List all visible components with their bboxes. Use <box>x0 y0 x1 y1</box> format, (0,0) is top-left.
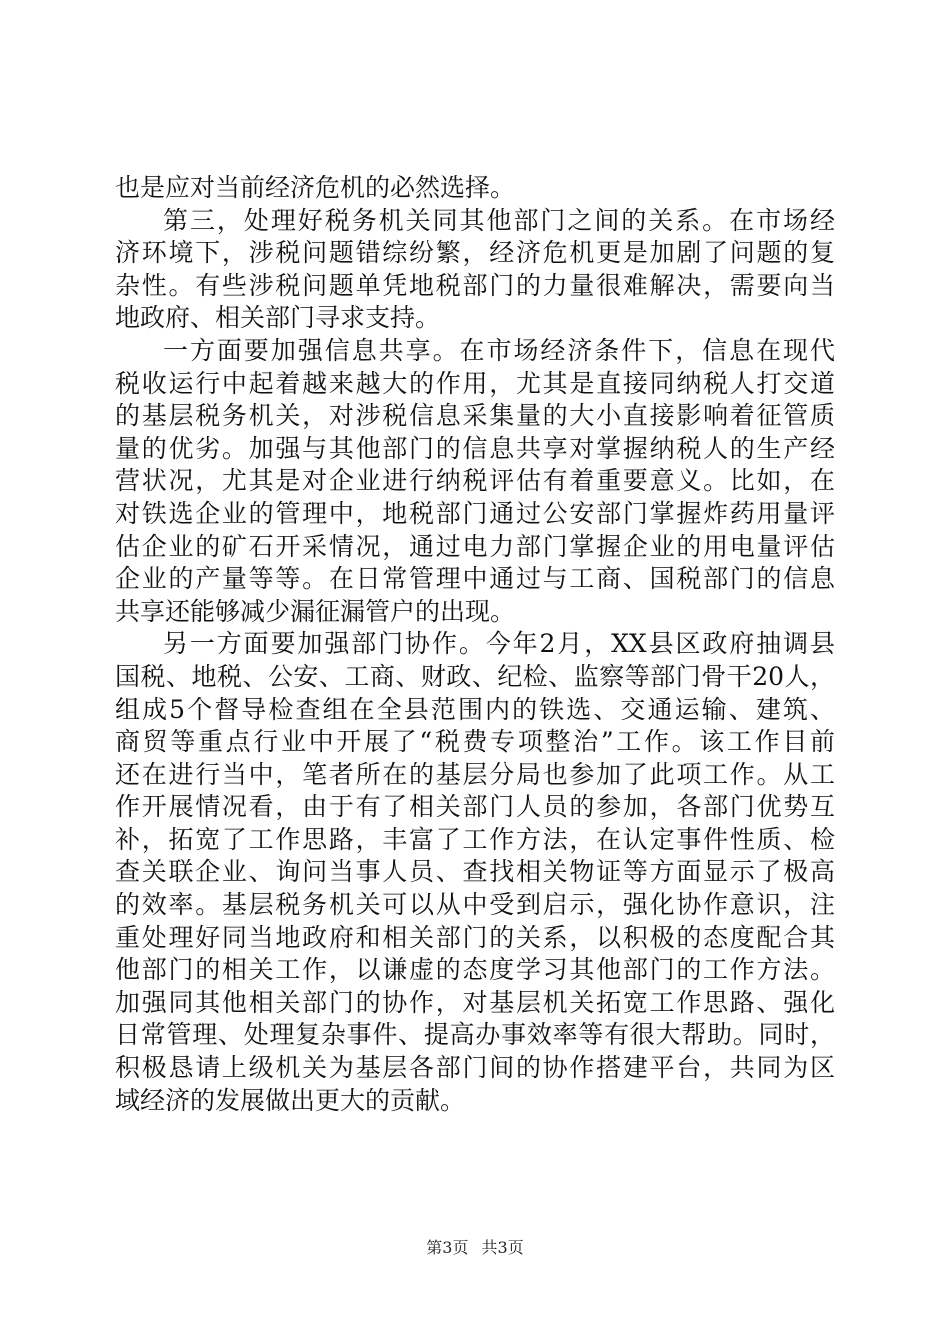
text-line: 的效率。基层税务机关可以从中受到启示，强化协作意识，注 <box>115 890 835 920</box>
text-line: 补，拓宽了工作思路，丰富了工作方法，在认定事件性质、检 <box>115 824 835 854</box>
text-line: 日常管理、处理复杂事件、提高办事效率等有很大帮助。同时， <box>115 1020 835 1050</box>
text-line: 查关联企业、询问当事人员、查找相关物证等方面显示了极高 <box>115 857 835 887</box>
page-footer <box>0 1237 950 1259</box>
text-line: 一方面要加强信息共享。在市场经济条件下，信息在现代 <box>163 335 835 365</box>
body-text <box>115 172 835 1117</box>
text-line: 营状况，尤其是对企业进行纳税评估有着重要意义。比如，在 <box>115 466 835 496</box>
text-line: 还在进行当中，笔者所在的基层分局也参加了此项工作。从工 <box>115 759 835 789</box>
text-line: 地政府、相关部门寻求支持。 <box>115 303 441 333</box>
page-number: 第3页 <box>426 1238 469 1257</box>
text-line: 杂性。有些涉税问题单凭地税部门的力量很难解决，需要向当 <box>115 270 835 300</box>
text-line: 量的优劣。加强与其他部门的信息共享对掌握纳税人的生产经 <box>115 433 835 463</box>
text-line: 共享还能够减少漏征漏管户的出现。 <box>115 596 516 626</box>
text-line: 另一方面要加强部门协作。今年2月，XX县区政府抽调县 <box>163 629 835 659</box>
text-line: 的基层税务机关，对涉税信息采集量的大小直接影响着征管质 <box>115 401 835 431</box>
text-line: 积极恳请上级机关为基层各部门间的协作搭建平台，共同为区 <box>115 1053 835 1083</box>
text-line: 组成5个督导检查组在全县范围内的铁选、交通运输、建筑、 <box>115 694 835 724</box>
text-line: 估企业的矿石开采情况，通过电力部门掌握企业的用电量评估 <box>115 531 835 561</box>
page-total: 共3页 <box>481 1238 524 1257</box>
text-line: 加强同其他相关部门的协作，对基层机关拓宽工作思路、强化 <box>115 987 835 1017</box>
text-line: 第三，处理好税务机关同其他部门之间的关系。在市场经 <box>163 205 835 235</box>
text-line: 作开展情况看，由于有了相关部门人员的参加，各部门优势互 <box>115 792 835 822</box>
text-line: 济环境下，涉税问题错综纷繁，经济危机更是加剧了问题的复 <box>115 238 835 268</box>
text-line: 企业的产量等等。在日常管理中通过与工商、国税部门的信息 <box>115 564 835 594</box>
text-line: 他部门的相关工作，以谦虚的态度学习其他部门的工作方法。 <box>115 955 835 985</box>
text-line: 国税、地税、公安、工商、财政、纪检、监察等部门骨干20人， <box>115 661 835 691</box>
text-line: 对铁选企业的管理中，地税部门通过公安部门掌握炸药用量评 <box>115 498 835 528</box>
text-line: 税收运行中起着越来越大的作用，尤其是直接同纳税人打交道 <box>115 368 835 398</box>
text-line: 商贸等重点行业中开展了“税费专项整治”工作。该工作目前 <box>115 727 835 757</box>
text-line: 重处理好同当地政府和相关部门的关系，以积极的态度配合其 <box>115 922 835 952</box>
text-line: 域经济的发展做出更大的贡献。 <box>115 1085 466 1115</box>
text-line: 也是应对当前经济危机的必然选择。 <box>115 173 516 202</box>
